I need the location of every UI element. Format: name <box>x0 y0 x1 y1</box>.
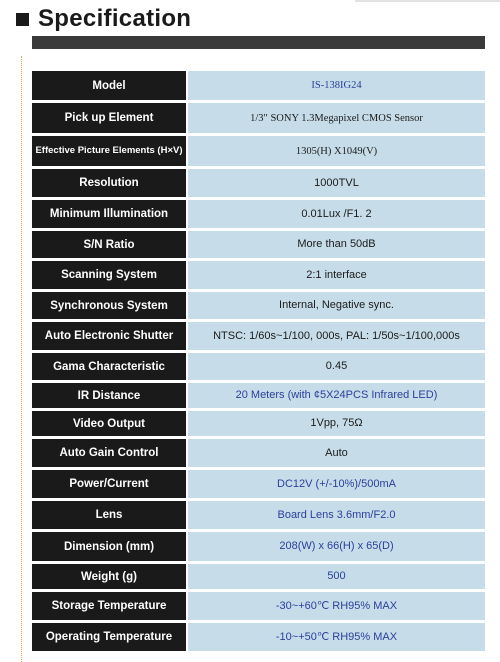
table-row <box>32 564 485 589</box>
row-label: Scanning System <box>32 261 186 289</box>
table-row <box>32 169 485 197</box>
row-value: 500 <box>186 564 485 589</box>
table-row <box>32 292 485 319</box>
table-row <box>32 411 485 436</box>
table-row <box>32 136 485 166</box>
table-row <box>32 322 485 350</box>
row-value: 0.01Lux /F1. 2 <box>186 200 485 228</box>
row-value: Board Lens 3.6mm/F2.0 <box>186 501 485 529</box>
section-heading <box>10 5 191 33</box>
row-label: Weight (g) <box>32 564 186 589</box>
table-row <box>32 71 485 100</box>
row-value: 208(W) x 66(H) x 65(D) <box>186 532 485 561</box>
square-bullet-icon <box>16 13 29 26</box>
table-row <box>32 383 485 408</box>
row-label: Synchronous System <box>32 292 186 319</box>
page-title: Specification <box>38 5 192 32</box>
row-label: Power/Current <box>32 470 186 498</box>
table-row <box>32 623 485 651</box>
table-row <box>32 501 485 529</box>
row-value: Auto <box>186 439 485 467</box>
row-label: Model <box>32 71 186 100</box>
row-label: Gama Characteristic <box>32 353 186 380</box>
row-label: Storage Temperature <box>32 592 186 620</box>
top-rule <box>355 0 500 2</box>
table-row <box>32 200 485 228</box>
row-label: Dimension (mm) <box>32 532 186 561</box>
row-value: 1000TVL <box>186 169 485 197</box>
row-value: 1/3" SONY 1.3Megapixel CMOS Sensor <box>186 103 485 133</box>
row-label: Minimum Illumination <box>32 200 186 228</box>
row-value: 1Vpp, 75Ω <box>186 411 485 436</box>
row-label: Operating Temperature <box>32 623 186 651</box>
row-value: 1305(H) X1049(V) <box>186 136 485 166</box>
row-value: IS-138IG24 <box>186 71 485 100</box>
table-row <box>32 353 485 380</box>
row-value: -30~+60℃ RH95% MAX <box>186 592 485 620</box>
row-value: 20 Meters (with ¢5X24PCS Infrared LED) <box>186 383 485 408</box>
table-row <box>32 103 485 133</box>
row-label: Lens <box>32 501 186 529</box>
row-label: Auto Electronic Shutter <box>32 322 186 350</box>
row-label: Effective Picture Elements (H×V) <box>32 136 186 166</box>
row-label: Video Output <box>32 411 186 436</box>
table-row <box>32 532 485 561</box>
header-bar <box>32 36 485 49</box>
row-label: IR Distance <box>32 383 186 408</box>
spec-table <box>32 68 485 654</box>
table-row <box>32 231 485 258</box>
table-row <box>32 470 485 498</box>
table-row <box>32 592 485 620</box>
dotted-margin-line <box>21 56 22 662</box>
row-value: 0.45 <box>186 353 485 380</box>
table-row <box>32 439 485 467</box>
row-label: Auto Gain Control <box>32 439 186 467</box>
row-value: DC12V (+/-10%)/500mA <box>186 470 485 498</box>
row-value: Internal, Negative sync. <box>186 292 485 319</box>
row-value: -10~+50℃ RH95% MAX <box>186 623 485 651</box>
row-label: Resolution <box>32 169 186 197</box>
row-label: S/N Ratio <box>32 231 186 258</box>
table-row <box>32 261 485 289</box>
row-value: NTSC: 1/60s~1/100, 000s, PAL: 1/50s~1/100,000s <box>186 322 485 350</box>
row-value: 2:1 interface <box>186 261 485 289</box>
row-label: Pick up Element <box>32 103 186 133</box>
row-value: More than 50dB <box>186 231 485 258</box>
